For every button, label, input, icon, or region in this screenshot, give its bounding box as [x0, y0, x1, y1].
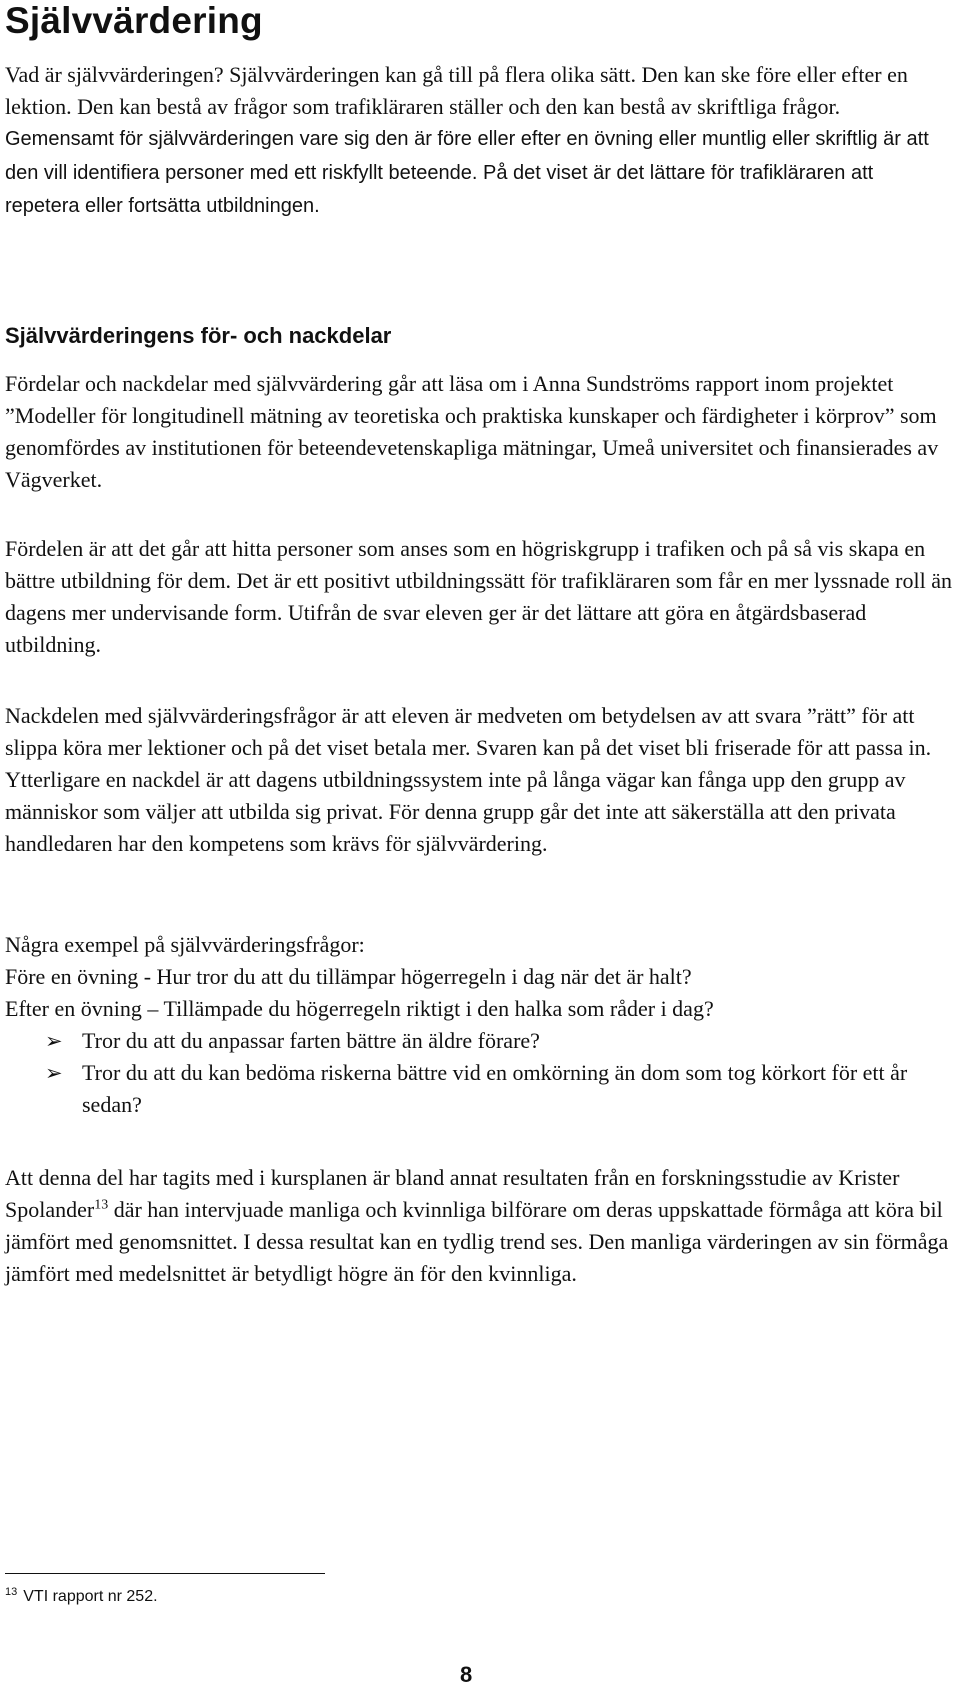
- list-item: [5, 1057, 953, 1121]
- page-title: Självvärdering: [5, 0, 263, 41]
- arrow-bullet-icon: ➢: [45, 1029, 63, 1053]
- paragraph-study: [5, 1162, 953, 1290]
- footnote-number: 13: [5, 1585, 18, 1598]
- page-number: 8: [460, 1662, 473, 1687]
- paragraph-fordelen: Fördelen är att det går att hitta personer som anses som en högriskgrupp i trafiken och på så vis skapa en bättre utbildning för dem. Det är ett positivt utbildningssätt för trafikläraren som får en mer lyssnade roll än dagens mer undervisande form. Utifrån de svar eleven ger är det lättare att göra en åtgärdsbaserad utbildning.: [5, 536, 952, 657]
- footnote-text: VTI rapport nr 252.: [23, 1588, 158, 1605]
- paragraph-fordelar: Fördelar och nackdelar med självvärdering går att läsa om i Anna Sundströms rapport inom projektet ”Modeller för longitudinell mätning av teoretiska och praktiska kunskaper och färdigheter i körprov” som genomfördes av institutionen för beteendevetenskapliga mätningar, Umeå universitet och finansierades av Vägverket.: [5, 371, 939, 492]
- intro-serif-text: Vad är självvärderingen? Självvärderingen kan gå till på flera olika sätt. Den kan ske före eller efter en lektion. Den kan bestå av frågor som trafikläraren ställer och den kan bestå av skriftliga frågor.: [5, 62, 908, 119]
- list-item: [5, 1025, 953, 1057]
- intro-sans-text: Gemensamt för självvärderingen vare sig den är före eller efter en övning eller muntlig eller skriftlig är att den vill identifiera personer med ett riskfyllt beteende. På det viset är det lättare för trafikläraren att repetera eller fortsätta utbildningen.: [5, 128, 929, 217]
- study-text-before-ref: Att denna del har tagits med i kursplanen är bland annat resultaten från en forskningsstudie av Krister Spolander: [5, 1165, 900, 1222]
- list-item-text: Tror du att du kan bedöma riskerna bättre vid en omkörning än dom som tog körkort för ett år sedan?: [82, 1060, 908, 1117]
- footnote: [5, 1586, 158, 1608]
- examples-heading: Några exempel på självvärderingsfrågor:: [5, 932, 365, 957]
- arrow-bullet-icon: ➢: [45, 1061, 63, 1085]
- list-item-text: Tror du att du anpassar farten bättre än äldre förare?: [82, 1028, 540, 1053]
- section-heading: Självvärderingens för- och nackdelar: [5, 323, 392, 348]
- example-after-exercise: Efter en övning – Tillämpade du högerregeln riktigt i den halka som råder i dag?: [5, 996, 714, 1021]
- study-text-after-ref: där han intervjuade manliga och kvinnliga bilförare om deras uppskattade förmåga att köra bil jämfört med genomsnittet. I dessa resultat kan en tydlig trend ses. Den manliga värderingen av sin förmåga jämfört med medelsnittet är betydligt högre än för den kvinnliga.: [5, 1197, 949, 1286]
- intro-paragraph: [5, 59, 950, 223]
- footnote-divider: [5, 1573, 325, 1574]
- example-before-exercise: Före en övning - Hur tror du att du tillämpar högerregeln i dag när det är halt?: [5, 964, 692, 989]
- example-question-list: [5, 1025, 953, 1121]
- paragraph-nackdelen: Nackdelen med självvärderingsfrågor är att eleven är medveten om betydelsen av att svara ”rätt” för att slippa köra mer lektioner och på det viset betala mer. Svaren kan på det viset bli friserade för att passa in. Ytterligare en nackdel är att dagens utbildningssystem inte på långa vägar kan fånga upp den grupp av människor som väljer att utbilda sig privat. För denna grupp går det inte att säkerställa att den privata handledaren har den kompetens som krävs för självvärdering.: [5, 703, 932, 856]
- footnote-reference: 13: [94, 1197, 109, 1213]
